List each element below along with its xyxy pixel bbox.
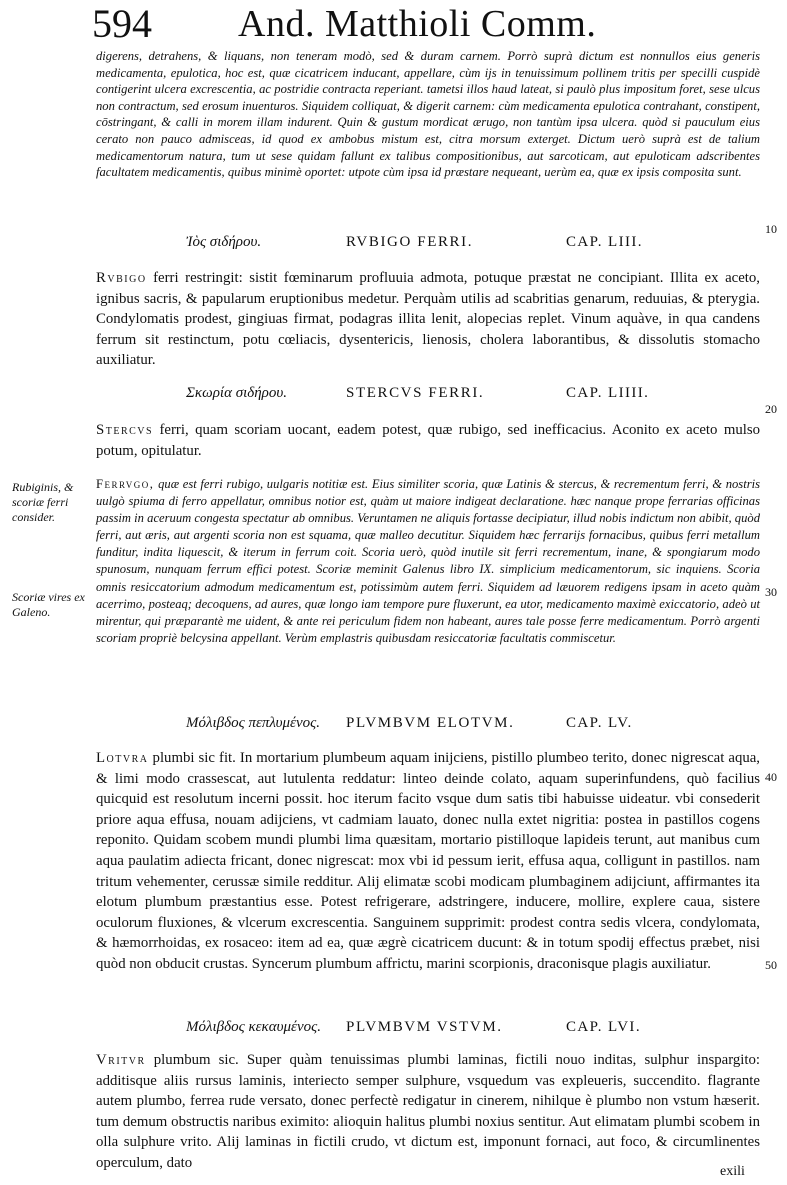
commentary-text: quæ est ferri rubigo, uulgaris notitiæ est. Eius similiter scoria, quæ Latinis & stercus, & recrementum ferri, & nostris uulgò spiuma di ferro appellatur, omnibus notior est, quàm ut maiore indigeat declaratione. hæc nanque prope ferrarias officinas passim in aceruum congesta spectatur ab omnibus. Veruntamen ne aliquis fortasse decipiatur, illud nobis indictum non abibit, quòd ferri, aut æris, aut argenti scoria non est squama, quæ malleo decutitur. Siquidem hæc ferrarijs fornacibus, quibus ferri metallum funditur, indita liquescit, & iterum in ferrum coit. Scoria uerò, quòd inutile sit ferri recrementum, inane, & spongiarum modo spunosum, nunquam ferrum effici potest. Scoriæ meminit Galenus libro IX. simplicium medicamentorum, sic inquiens. Scoria omnis resiccatorium admodum medicamentum est, potissimùm autem ferri. Siquidem ad læuorem redigens ipsam in aceto quàm acerrimo, posteaq; decoquens, ad aures, quæ longo iam tempore pure fluxerunt, ea utor, medicamento maximè exiccatorio, adeò ut mirentur, qui præparantè me uident, & ante rei periculum fidem non habeant, aures tale posse ferre medicamentum. Porrò argenti scoriam propriè belcysina appellant. Verùm emplastris quibusdam resiccatoriæ facultatis commiscetur.	[96, 477, 760, 645]
chapter-heading-53	[96, 231, 760, 253]
catchword: exili	[720, 1164, 745, 1179]
chapter-latin-title: RVBIGO FERRI.	[346, 234, 474, 250]
chapter-body-56	[96, 1050, 760, 1174]
running-head: And. Matthioli Comm.	[238, 3, 597, 45]
chapter-body-55	[96, 748, 760, 975]
margin-note-rubigo: Rubiginis, & scoriæ ferri consider.	[12, 480, 74, 524]
chapter-heading-56	[96, 1016, 760, 1038]
commentary-lead-word: Ferrvgo,	[96, 477, 155, 491]
chapter-latin-title: STERCVS FERRI.	[346, 385, 485, 401]
chapter-lead-word: Stercvs	[96, 422, 154, 438]
page-number: 594	[92, 1, 152, 46]
line-number: 10	[765, 222, 777, 236]
chapter-latin-title: PLVMBVM VSTVM.	[346, 1019, 503, 1035]
chapter-heading-55	[96, 712, 760, 734]
chapter-body-53	[96, 268, 760, 371]
chapter-greek-title: Σκωρία σιδήρου.	[186, 385, 288, 401]
chapter-greek-title: Μόλιβδος κεκαυμένος.	[186, 1019, 321, 1035]
chapter-body-54	[96, 420, 760, 461]
chapter-lead-word: Rvbigo	[96, 270, 147, 286]
chapter-text: plumbum sic. Super quàm tenuissimas plumbi laminas, fictili nouo inditas, sulphur inspargito: additisque aliis rursus laminis, interiecto semper sulphure, vsquedum vas expleueris, succendito. flagrante autem plumbo, ferrea rude versato, donec perfectè redigatur in cinerem, nihilque è plumbo non vstum hæserit. tum demum obstructis naribus eximito: alioquin halitus plumbi noxius sentitur. Aut elimatam plumbi scobem in olla sulphure vrito. Alij laminas in fictili crudo, vt dictum est, imponunt fornaci, aut foco, & circumlinentes operculum, dato	[96, 1052, 760, 1171]
chapter-number: CAP. LIII.	[566, 234, 643, 250]
chapter-text: ferri restringit: sistit fœminarum profluuia admota, potuque præstat ne concipiant. Illita ex aceto, ignibus sacris, & papularum eruptionibus medetur. Perquàm utilis ad scabritias genarum, reduuias, & pterygia. Condylomatis prodest, gingiuas firmat, podagras illita lenit, alopecias replet. Vinum aquàve, in qua candens ferrum sit restinctum, potu cœliacis, dysentericis, lienosis, cholera laborantibus, & dissolutis stomacho auxiliatur.	[96, 270, 760, 369]
line-number: 30	[765, 585, 777, 599]
intro-paragraph	[96, 48, 760, 181]
chapter-number: CAP. LIIII.	[566, 385, 650, 401]
intro-text: digerens, detrahens, & liquans, non teneram modò, sed & duram carnem. Porrò suprà dictum est nonnullos eius generis medicamenta, epulotica, hoc est, quæ cicatricem inducant, appellare, cùm ijs in tenuissimum pollinem tritis per specilli cuspidè contigerint ulcera excrescentia, ac postridie contracta reperiant. tametsi illos haud lateat, si paulò plus impositum foret, sese ulcus non contractum, sed erosum inuenturos. Siquidem colliquat, & digerit carnem: cùm medicamenta epulotica contrahant, constipent, cōstringant, & calli in morem illam indurent. Quin & gustum mordicat ærugo, non tantùm ipsa ulcera. quòd si pauculum eius cerato non pauco admisceas, id quod ex ambobus mistum est, citra morsum exterget. Dictum uerò suprà est de talium medicamentorum natura, tum ut sese quidam fallunt ex talibus compositionibus, aut sarcoticam, aut epuloticam adscribentes facultatem medicamentis, quibus minimè oportet: utpote cùm ipsa id præstare nequeant, uerùm ea, quæ ex ipsis composita sunt.	[96, 49, 760, 180]
chapter-text: ferri, quam scoriam uocant, eadem potest, quæ rubigo, sed inefficacius. Aconito ex aceto mulso potum, opitulatur.	[96, 422, 760, 459]
chapter-latin-title: PLVMBVM ELOTVM.	[346, 715, 515, 731]
chapter-greek-title: Ἰὸς σιδήρου.	[186, 234, 262, 250]
line-number: 40	[765, 770, 777, 784]
line-number: 20	[765, 402, 777, 416]
line-number: 50	[765, 958, 777, 972]
commentary-54	[96, 476, 760, 647]
chapter-number: CAP. LV.	[566, 715, 633, 731]
chapter-heading-54	[96, 382, 760, 404]
margin-note-scoriae: Scoriæ vires ex Galeno.	[12, 590, 85, 619]
chapter-lead-word: Vritvr	[96, 1052, 146, 1068]
chapter-greek-title: Μόλιβδος πεπλυμένος.	[186, 715, 320, 731]
chapter-text: plumbi sic fit. In mortarium plumbeum aquam inijciens, pistillo plumbeo terito, donec nigrescat aqua, & limi modo crassescat, aut lutulenta reddatur: linteo deinde colato, aquam superinfundens, quò facilius quicquid est resolutum incerni possit. hoc iterum facito vsque dum satis tibi habuisse uideatur. vbi consederit priore aqua effusa, nouam adijciens, vt cadmiam lauato, donec nulla extet nigritia: postea in pastillos cogens reponito. Quidam scobem mundi plumbi lima quæsitam, mortario pistilloque lapideis terunt, aut manibus cum aqua paulatim adiecta fricant, donec nigrescat: mox vbi id pessum ierit, effusa aqua, colligunt in pastillos. nam tritum vehementer, cerussæ simile redditur. Alij elimatæ scobi modicam plumbaginem adijciunt, affirmantes ita elotum plumbum præstantius esse. Potest refrigerare, adstringere, inducere, mollire, explere caua, sistere oculorum fluxiones, & vlcerum excrescentia. Sanguinem supprimit: prodest contra sedis vlcera, condylomata, & hæmorrhoidas, ex rosaceo: item ad ea, quæ ægrè cicatricem ducunt: & in totum spodij effectus præbet, nisi quòd non obducit crustas. Syncerum plumbum affrictu, marini scorpionis, draconisque plagis auxiliatur.	[96, 750, 761, 972]
chapter-number: CAP. LVI.	[566, 1019, 641, 1035]
chapter-lead-word: Lotvra	[96, 750, 149, 766]
